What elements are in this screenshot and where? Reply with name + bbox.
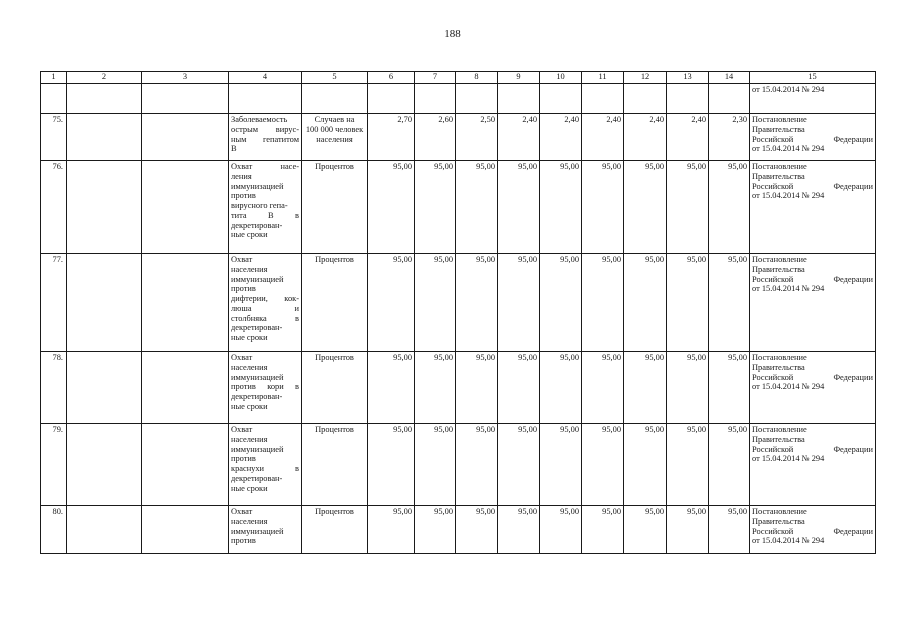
column-number-header: 5: [302, 72, 368, 84]
continuation-row: [41, 84, 876, 114]
indicator-line: иммунизацией: [231, 526, 284, 536]
value-cell: 95,00: [667, 161, 709, 254]
column-number-header: 13: [667, 72, 709, 84]
row-number: 76.: [41, 161, 67, 254]
table-row: [41, 161, 876, 254]
indicator-line: иммунизацией: [231, 181, 284, 191]
source-line: Российской Федерации: [752, 444, 873, 454]
indicator-line: населения: [231, 434, 268, 444]
value-cell: 95,00: [582, 254, 624, 352]
column-number-header: 4: [229, 72, 302, 84]
value-cell: 95,00: [456, 254, 498, 352]
indicator-line: вирусного гепа-: [231, 201, 288, 210]
unit-line: 100 000 человек: [305, 124, 364, 134]
value-cell: 95,00: [456, 161, 498, 254]
unit-cell: [302, 424, 368, 506]
indicator-cell: [229, 114, 302, 161]
indicator-cell: [229, 254, 302, 352]
unit-cell: [302, 352, 368, 424]
indicator-line: декретирован-: [231, 392, 283, 401]
table-row: [41, 424, 876, 506]
value-cell: 95,00: [368, 506, 415, 554]
source-line: Правительства: [752, 124, 805, 134]
value-cell: 2,40: [582, 114, 624, 161]
empty-cell: [67, 254, 142, 352]
indicator-line: люша и: [231, 303, 299, 313]
source-cell: [750, 161, 876, 254]
column-number-header: 1: [41, 72, 67, 84]
indicator-line: против: [231, 536, 256, 546]
value-cell: 2,40: [540, 114, 582, 161]
indicator-line: иммунизацией: [231, 444, 284, 454]
indicator-line: Охват: [231, 255, 253, 264]
value-cell: 2,50: [456, 114, 498, 161]
value-cell: 2,40: [498, 114, 540, 161]
column-number-header: 12: [624, 72, 667, 84]
source-cell: [750, 114, 876, 161]
indicator-line: иммунизацией: [231, 274, 284, 284]
unit-line: Процентов: [315, 507, 354, 516]
unit-line: Процентов: [315, 353, 354, 362]
value-cell: 95,00: [415, 254, 456, 352]
table-row: [41, 352, 876, 424]
column-number-header: 6: [368, 72, 415, 84]
column-number-header: 9: [498, 72, 540, 84]
value-cell: 95,00: [582, 424, 624, 506]
indicator-line: Охват насе-: [231, 162, 299, 171]
column-number-header: 14: [709, 72, 750, 84]
value-cell: 95,00: [498, 424, 540, 506]
source-line: Правительства: [752, 434, 805, 444]
source-cell: [750, 424, 876, 506]
indicator-line: тита В в: [231, 210, 299, 220]
indicator-line: иммунизацией: [231, 372, 284, 382]
source-line: Постановление: [752, 425, 807, 434]
row-number: 77.: [41, 254, 67, 352]
source-line: от 15.04.2014 № 294: [752, 454, 825, 464]
source-cell: от 15.04.2014 № 294: [750, 84, 876, 114]
source-line: от 15.04.2014 № 294: [752, 284, 825, 294]
indicator-line: декретирован-: [231, 220, 283, 230]
source-line: Российской Федерации: [752, 134, 873, 144]
value-cell: 95,00: [540, 254, 582, 352]
unit-line: Процентов: [315, 162, 354, 171]
indicator-line: столбняка в: [231, 313, 299, 323]
value-cell: 95,00: [709, 352, 750, 424]
indicator-line: Охват: [231, 425, 253, 434]
source-line: Постановление: [752, 115, 807, 124]
indicator-line: ные сроки: [231, 483, 268, 493]
value-cell: 95,00: [624, 506, 667, 554]
empty-cell: [67, 114, 142, 161]
value-cell: 95,00: [624, 352, 667, 424]
indicator-line: против: [231, 191, 256, 201]
indicators-table: [40, 71, 876, 554]
unit-line: Процентов: [315, 425, 354, 434]
value-cell: 95,00: [582, 161, 624, 254]
column-number-header: 8: [456, 72, 498, 84]
table-row: [41, 114, 876, 161]
indicator-line: против: [231, 454, 256, 464]
value-cell: 95,00: [667, 506, 709, 554]
source-cell: [750, 352, 876, 424]
column-number-header-row: [41, 72, 876, 84]
source-line: Правительства: [752, 171, 805, 181]
source-line: Постановление: [752, 162, 807, 171]
value-cell: 95,00: [667, 254, 709, 352]
indicator-line: населения: [231, 264, 268, 274]
source-line: Российской Федерации: [752, 274, 873, 284]
value-cell: 95,00: [540, 161, 582, 254]
empty-cell: [67, 424, 142, 506]
value-cell: 95,00: [582, 352, 624, 424]
source-line: от 15.04.2014 № 294: [752, 382, 825, 392]
value-cell: 95,00: [415, 506, 456, 554]
indicator-line: Охват: [231, 507, 253, 516]
unit-cell: [302, 114, 368, 161]
empty-cell: [142, 424, 229, 506]
indicator-cell: [229, 506, 302, 554]
value-cell: 95,00: [456, 424, 498, 506]
row-number: 79.: [41, 424, 67, 506]
page-number: 188: [444, 28, 461, 40]
source-line: Правительства: [752, 362, 805, 372]
indicator-line: декретирован-: [231, 323, 283, 333]
value-cell: 95,00: [540, 424, 582, 506]
source-cell: [750, 254, 876, 352]
indicator-line: ные сроки: [231, 230, 268, 240]
indicator-line: острым вирус-: [231, 124, 299, 134]
indicator-line: дифтерии, кок-: [231, 294, 299, 303]
value-cell: 95,00: [498, 161, 540, 254]
value-cell: 95,00: [415, 424, 456, 506]
source-line: Правительства: [752, 264, 805, 274]
value-cell: 95,00: [498, 506, 540, 554]
unit-cell: [302, 506, 368, 554]
value-cell: 95,00: [415, 161, 456, 254]
value-cell: 95,00: [415, 352, 456, 424]
row-number: 75.: [41, 114, 67, 161]
empty-cell: [67, 506, 142, 554]
indicator-line: декретирован-: [231, 473, 283, 483]
value-cell: 95,00: [540, 352, 582, 424]
column-number-header: 7: [415, 72, 456, 84]
indicator-cell: [229, 352, 302, 424]
value-cell: 95,00: [667, 424, 709, 506]
empty-cell: [142, 254, 229, 352]
column-number-header: 2: [67, 72, 142, 84]
indicator-line: против: [231, 284, 256, 294]
value-cell: 2,60: [415, 114, 456, 161]
value-cell: 2,70: [368, 114, 415, 161]
row-number: 80.: [41, 506, 67, 554]
source-line: Российской Федерации: [752, 526, 873, 536]
value-cell: 95,00: [624, 254, 667, 352]
unit-line: Случаев на: [314, 115, 355, 124]
empty-cell: [142, 506, 229, 554]
indicator-line: краснухи в: [231, 464, 299, 473]
unit-line: населения: [316, 134, 353, 144]
column-number-header: 10: [540, 72, 582, 84]
column-number-header: 11: [582, 72, 624, 84]
indicator-line: против кори в: [231, 382, 299, 392]
empty-cell: [67, 352, 142, 424]
source-line: Постановление: [752, 507, 807, 516]
indicator-cell: [229, 161, 302, 254]
indicator-line: населения: [231, 516, 268, 526]
source-line: Постановление: [752, 255, 807, 264]
value-cell: 95,00: [368, 161, 415, 254]
value-cell: 95,00: [456, 352, 498, 424]
indicator-line: ления: [231, 171, 252, 181]
indicator-line: ные сроки: [231, 333, 268, 342]
value-cell: 95,00: [498, 254, 540, 352]
value-cell: 2,40: [624, 114, 667, 161]
column-number-header: 3: [142, 72, 229, 84]
indicator-line: Охват: [231, 353, 253, 362]
value-cell: 2,30: [709, 114, 750, 161]
value-cell: 95,00: [368, 254, 415, 352]
indicator-line: Заболеваемость: [231, 115, 288, 124]
value-cell: 95,00: [582, 506, 624, 554]
value-cell: 95,00: [624, 161, 667, 254]
unit-line: Процентов: [315, 255, 354, 264]
source-line: от 15.04.2014 № 294: [752, 191, 825, 201]
value-cell: 95,00: [709, 424, 750, 506]
indicator-line: населения: [231, 362, 268, 372]
source-line: Российской Федерации: [752, 372, 873, 382]
indicator-line: ные сроки: [231, 401, 268, 411]
indicator-cell: [229, 424, 302, 506]
source-line: от 15.04.2014 № 294: [752, 536, 825, 546]
source-line: Правительства: [752, 516, 805, 526]
value-cell: 95,00: [624, 424, 667, 506]
value-cell: 95,00: [667, 352, 709, 424]
value-cell: 95,00: [709, 254, 750, 352]
source-cell: [750, 506, 876, 554]
value-cell: 95,00: [456, 506, 498, 554]
empty-cell: [142, 114, 229, 161]
source-line: Постановление: [752, 353, 807, 362]
value-cell: 95,00: [498, 352, 540, 424]
value-cell: 95,00: [368, 424, 415, 506]
source-line: от 15.04.2014 № 294: [752, 144, 825, 154]
unit-cell: [302, 161, 368, 254]
value-cell: 95,00: [540, 506, 582, 554]
table-row: [41, 506, 876, 554]
unit-cell: [302, 254, 368, 352]
value-cell: 2,40: [667, 114, 709, 161]
value-cell: 95,00: [709, 161, 750, 254]
empty-cell: [142, 352, 229, 424]
value-cell: 95,00: [368, 352, 415, 424]
source-line: Российской Федерации: [752, 181, 873, 191]
table-row: [41, 254, 876, 352]
empty-cell: [67, 161, 142, 254]
column-number-header: 15: [750, 72, 876, 84]
empty-cell: [142, 161, 229, 254]
indicator-line: В: [231, 144, 237, 154]
indicator-line: ным гепатитом: [231, 134, 299, 144]
row-number: 78.: [41, 352, 67, 424]
value-cell: 95,00: [709, 506, 750, 554]
